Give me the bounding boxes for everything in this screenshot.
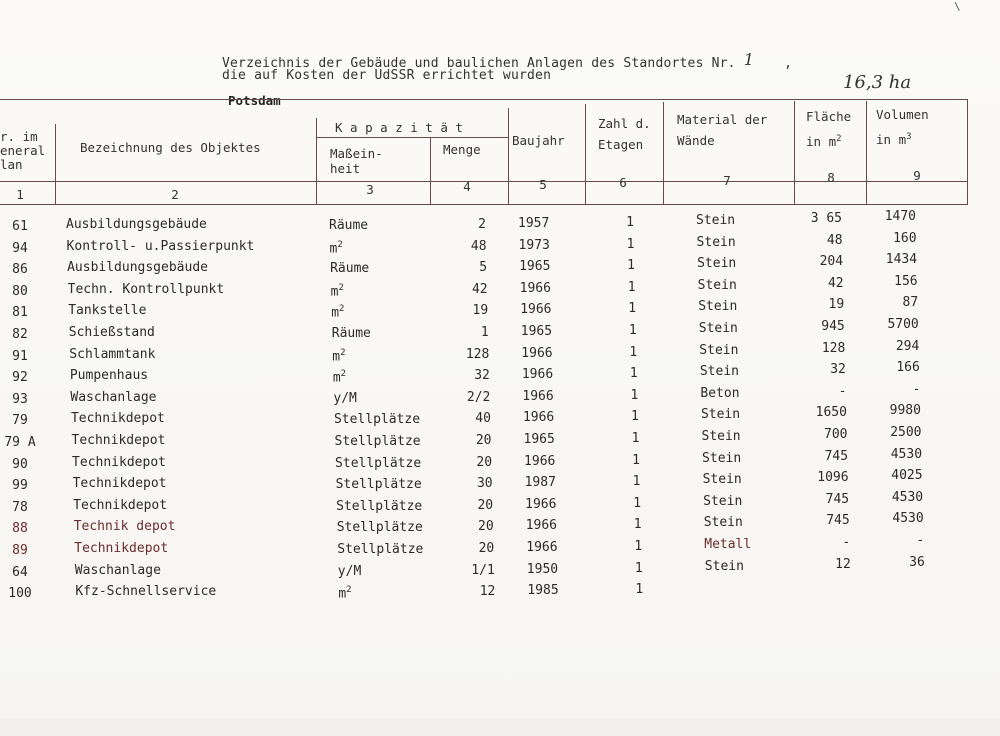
col-header-baujahr: Baujahr <box>512 133 565 148</box>
cell-nr: 89 <box>12 543 28 558</box>
unit-superscript: 2 <box>340 347 346 358</box>
col-number-8: 8 <box>827 170 835 185</box>
cell-jahr: 1966 <box>522 410 555 426</box>
unit-superscript: 2 <box>337 239 343 250</box>
col-divider-2 <box>316 118 317 204</box>
cell-volumen: 156 <box>894 273 918 289</box>
cell-jahr: 1966 <box>525 496 557 512</box>
cell-flaeche: 128 <box>821 340 846 356</box>
cell-jahr: 1973 <box>518 237 550 253</box>
cell-jahr: 1966 <box>521 345 553 361</box>
cell-volumen: 4025 <box>891 468 923 484</box>
col-header-material: Material der Wände <box>677 112 768 148</box>
cell-unit: $m^2$ <box>331 304 345 321</box>
col-number-4: 4 <box>463 179 471 194</box>
col-divider-3 <box>430 137 431 204</box>
cell-menge: 2/2 <box>466 389 491 405</box>
cell-volumen: - <box>912 381 921 397</box>
cell-etagen: 1 <box>628 323 637 338</box>
cell-jahr: 1987 <box>524 475 556 491</box>
cell-unit: Räume <box>331 326 371 341</box>
cell-name: Ausbildungsgebäude <box>66 217 207 232</box>
cell-etagen: 1 <box>627 258 635 274</box>
cell-volumen: 36 <box>909 554 925 570</box>
cell-jahr: 1966 <box>522 388 554 404</box>
cell-nr: 61 <box>12 219 28 234</box>
unit-superscript: 2 <box>340 369 347 380</box>
cell-unit: Stellplätze <box>336 498 423 514</box>
cell-menge: 20 <box>475 433 492 448</box>
unit-superscript: 2 <box>338 282 344 293</box>
cell-menge: 48 <box>470 238 487 254</box>
cell-flaeche: 32 <box>830 362 846 378</box>
cell-etagen: 1 <box>626 236 635 252</box>
cell-material: Stein <box>697 277 737 293</box>
cell-material: Stein <box>702 472 742 488</box>
col-header-masseinheit: Maßein- heit <box>330 146 383 176</box>
cell-nr: 90 <box>12 456 28 472</box>
cell-etagen: 1 <box>629 366 638 382</box>
cell-nr: 79 <box>12 413 28 429</box>
col-divider-6 <box>663 102 664 204</box>
cell-menge: 12 <box>479 584 496 600</box>
cell-name: Waschanlage <box>74 562 161 578</box>
corner-mark: \ <box>954 0 961 13</box>
cell-material: Stein <box>699 364 739 380</box>
cell-flaeche: 700 <box>824 427 848 442</box>
cell-flaeche: 3 65 <box>810 211 842 226</box>
cell-unit: Räume <box>330 261 370 277</box>
cell-unit: $m^2$ <box>332 369 347 386</box>
cell-nr: 92 <box>12 370 28 386</box>
cell-material: Stein <box>699 342 739 358</box>
cell-nr: 86 <box>12 262 28 278</box>
cell-etagen: 1 <box>633 517 642 533</box>
col-divider-8 <box>866 101 867 204</box>
cell-unit: Stellplätze <box>335 477 422 493</box>
cell-volumen: 1470 <box>884 209 916 224</box>
cell-jahr: 1985 <box>527 583 559 599</box>
col-header-etagen: Zahl d. Etagen <box>598 116 651 152</box>
unit-superscript: 2 <box>346 585 352 596</box>
cell-menge: 5 <box>479 260 488 276</box>
cell-unit: $m^2$ <box>329 239 343 256</box>
cell-name: Schießstand <box>68 325 155 340</box>
cell-name: Ausbildungsgebäude <box>67 260 208 276</box>
cell-jahr: 1966 <box>524 453 556 469</box>
cell-flaeche: 48 <box>826 232 843 248</box>
cell-material: Stein <box>698 299 738 315</box>
col-header-nr: r. im eneral lan <box>0 129 46 172</box>
table-top-rule <box>0 99 968 100</box>
col-number-1: 1 <box>16 187 24 202</box>
cell-menge: 42 <box>471 281 488 297</box>
col-number-2: 2 <box>171 187 179 202</box>
cell-flaeche: 204 <box>819 254 844 270</box>
cell-volumen: - <box>916 533 925 548</box>
handwritten-site-number: 1 <box>743 50 755 69</box>
cell-jahr: 1965 <box>519 259 551 275</box>
cell-material: Stein <box>696 213 736 228</box>
cell-volumen: 4530 <box>891 489 924 505</box>
col-number-5: 5 <box>539 177 547 192</box>
cell-jahr: 1966 <box>525 518 557 534</box>
cell-name: Waschanlage <box>70 389 157 405</box>
cell-nr: 93 <box>12 391 28 407</box>
handwritten-area-note: 16,3 ha <box>843 72 912 93</box>
cell-menge: 40 <box>475 411 491 427</box>
cell-etagen: 1 <box>628 301 637 317</box>
cell-unit: Stellplätze <box>334 434 421 449</box>
cell-unit: $m^2$ <box>338 585 352 602</box>
col-header-menge: Menge <box>443 142 481 157</box>
cell-menge: 19 <box>472 303 489 319</box>
cell-etagen: 1 <box>634 539 643 554</box>
col-number-3: 3 <box>366 182 374 197</box>
document-title-line-2: die auf Kosten der UdSSR errichtet wurden <box>222 68 552 83</box>
cell-etagen: 1 <box>631 431 640 446</box>
cell-jahr: 1957 <box>518 216 550 231</box>
cell-volumen: 87 <box>902 295 919 311</box>
cell-material: Stein <box>698 321 738 336</box>
cell-unit: Stellplätze <box>337 542 424 557</box>
cell-menge: 128 <box>465 346 490 362</box>
cell-unit: Räume <box>329 218 369 233</box>
col-header-volumen: Volumen in $m^3$ <box>876 107 929 148</box>
cell-menge: 1/1 <box>471 562 495 578</box>
number-row-bottom-rule <box>0 204 968 205</box>
cell-etagen: 1 <box>631 409 639 425</box>
cell-jahr: 1966 <box>521 367 554 383</box>
cell-flaeche: 945 <box>821 319 845 334</box>
cell-name: Technikdepot <box>71 433 166 448</box>
cell-menge: 20 <box>477 497 494 513</box>
cell-unit: $m^2$ <box>330 282 344 300</box>
cell-name: Technikdepot <box>72 454 166 470</box>
cell-volumen: 160 <box>893 230 917 246</box>
cell-volumen: 4530 <box>890 446 923 462</box>
cell-etagen: 1 <box>635 582 644 598</box>
cell-material: Stein <box>703 493 743 509</box>
cell-name: Technikdepot <box>72 476 167 492</box>
cell-flaeche: - <box>842 535 851 550</box>
cell-jahr: 1965 <box>523 432 555 447</box>
cell-menge: 20 <box>476 454 493 470</box>
cell-etagen: 1 <box>632 474 641 490</box>
cell-name: Schlammtank <box>69 346 156 362</box>
cell-nr: 88 <box>12 521 28 537</box>
cell-volumen: 166 <box>896 360 920 376</box>
cell-flaeche: 19 <box>828 297 845 313</box>
cell-nr: 82 <box>12 327 28 342</box>
cell-jahr: 1966 <box>519 280 551 296</box>
cell-nr: 100 <box>8 586 32 602</box>
col-divider-4 <box>508 108 509 204</box>
cell-menge: 20 <box>478 519 494 535</box>
cell-volumen: 2500 <box>890 425 922 440</box>
cell-flaeche: 12 <box>835 556 851 572</box>
cell-name: Pumpenhaus <box>69 368 149 384</box>
cell-nr: 81 <box>12 305 28 321</box>
cell-volumen: 294 <box>895 338 920 354</box>
cell-unit: Stellplätze <box>333 412 421 428</box>
cell-etagen: 1 <box>629 344 638 360</box>
col-divider-7 <box>794 101 795 204</box>
cell-volumen: 4530 <box>892 511 924 527</box>
cell-flaeche: 42 <box>827 275 844 291</box>
cell-unit: Stellplätze <box>336 520 423 536</box>
cell-name: Techn. Kontrollpunkt <box>67 281 225 297</box>
cell-name: Kfz-Schnellservice <box>75 584 217 600</box>
cell-flaeche: 745 <box>826 513 850 529</box>
cell-etagen: 1 <box>632 452 640 468</box>
cell-material: Stein <box>704 558 744 574</box>
kapazitaet-rule <box>316 137 508 138</box>
cell-menge: 1 <box>480 325 489 340</box>
cell-nr: 78 <box>12 499 28 515</box>
cell-material: Stein <box>702 450 742 466</box>
cell-name: Technikdepot <box>70 411 165 427</box>
col-header-flaeche: Fläche in $m^2$ <box>806 109 852 150</box>
cell-nr: 80 <box>12 283 28 299</box>
page-bottom-edge <box>0 718 1000 736</box>
col-number-7: 7 <box>723 173 731 188</box>
cell-material: Stein <box>703 515 743 531</box>
col-divider-9 <box>967 100 968 204</box>
col-header-kapazitaet: K a p a z i t ä t <box>335 120 463 135</box>
col-number-6: 6 <box>619 175 627 190</box>
col-divider-1 <box>55 124 56 204</box>
cell-flaeche: - <box>838 383 847 399</box>
cell-etagen: 1 <box>626 215 634 230</box>
cell-jahr: 1966 <box>526 540 558 555</box>
cell-unit: $m^2$ <box>332 347 346 364</box>
cell-volumen: 5700 <box>887 317 919 332</box>
unit-superscript: 2 <box>339 304 345 315</box>
cell-nr: 64 <box>12 564 28 580</box>
col-divider-5 <box>585 104 586 204</box>
location-label: Potsdam <box>228 93 281 108</box>
cell-menge: 30 <box>476 476 493 492</box>
cell-unit: y/M <box>333 390 357 406</box>
cell-etagen: 1 <box>634 560 643 576</box>
cell-material: Stein <box>701 429 741 444</box>
cell-name: Technikdepot <box>74 541 169 556</box>
cell-name: Technik depot <box>73 519 176 535</box>
col-header-bezeichnung: Bezeichnung des Objektes <box>80 140 261 155</box>
cell-nr: 91 <box>12 348 28 364</box>
cell-material: Stein <box>700 407 741 423</box>
cell-jahr: 1950 <box>526 561 559 577</box>
cell-volumen: 9980 <box>889 403 921 419</box>
cell-name: Tankstelle <box>68 303 147 319</box>
cell-etagen: 1 <box>627 279 636 295</box>
cell-menge: 20 <box>478 541 495 556</box>
cell-nr: 99 <box>12 478 28 494</box>
cell-flaeche: 1650 <box>815 405 847 421</box>
document-title-line-1: Verzeichnis der Gebäude und baulichen Anlagen des Standortes Nr. 1 , <box>222 50 793 71</box>
cell-unit: Stellplätze <box>335 455 422 471</box>
cell-material: Stein <box>696 234 736 250</box>
cell-flaeche: 745 <box>824 448 849 464</box>
cell-etagen: 1 <box>633 495 642 511</box>
cell-material: Beton <box>700 385 740 401</box>
cell-nr: 79 A <box>4 435 36 450</box>
cell-material: Metall <box>704 537 752 552</box>
cell-flaeche: 745 <box>825 491 850 507</box>
col-number-9: 9 <box>913 168 921 183</box>
cell-name: Technikdepot <box>73 497 168 513</box>
cell-unit: y/M <box>337 563 362 579</box>
cell-name: Kontroll- u.Passierpunkt <box>66 238 255 254</box>
cell-menge: 2 <box>478 217 486 232</box>
cell-jahr: 1965 <box>520 324 553 339</box>
cell-nr: 94 <box>12 240 28 256</box>
cell-etagen: 1 <box>630 387 639 403</box>
cell-material: Stein <box>697 256 737 272</box>
cell-jahr: 1966 <box>520 302 552 318</box>
cell-menge: 32 <box>474 368 490 384</box>
cell-flaeche: 1096 <box>817 470 849 486</box>
cell-volumen: 1434 <box>885 252 918 268</box>
